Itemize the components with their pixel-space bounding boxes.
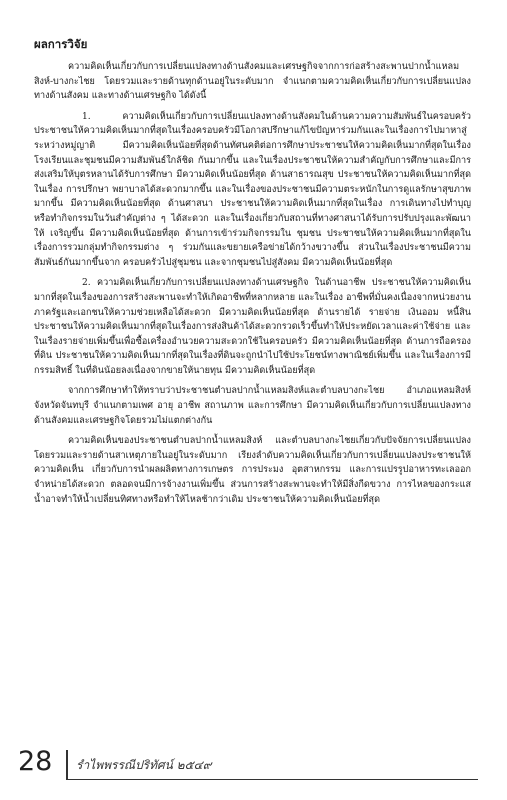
section-heading: ผลการวิจัย xyxy=(34,37,88,51)
footer-vertical-rule xyxy=(66,750,68,780)
page-footer xyxy=(18,744,478,780)
economic-change-paragraph: 2. ความคิดเห็นเกี่ยวกับการเปลี่ยนแปลงทางด้านเศรษฐกิจ ในด้านอาชีพ ประชาชนให้ความคิดเห็นมากที่สุดในเรื่องของการสร้างสะพานจะทำให้เกิดอาชีพที่หลากหลาย และในเรื่อง อาชีพที่มั่นคงเนื่องจากหน่วยงานภาครัฐและเอกชนให้ความช่วยเหลือได้สะดวก มีความคิดเห็นน้อยที่สุด ด้านรายได้ รายจ่าย เงินออม หนี้สิน ประชาชนให้ความคิดเห็นมากที่สุดในเรื่องการส่งสินค้าได้สะดวกรวดเร็วขึ้นทำให้ประหยัดเวลาและค่าใช้จ่าย และในเรื่องรายจ่ายเพิ่มขึ้นเพื่อซื้อเครื่องอำนวยความสะดวกใช้ในครอบครัว มีความคิดเห็นน้อยที่สุด ด้านการถือครองที่ดิน ประชาชนให้ความคิดเห็นมากที่สุดในเรื่องที่ดินจะถูกนำไปใช้ประโยชน์ทางพาณิชย์เพิ่มขึ้น และในเรื่องการมีกรรมสิทธิ์ ในที่ดินน้อยลงเนื่องจากขายให้นายทุน มีความคิดเห็นน้อยที่สุด xyxy=(34,278,471,376)
journal-title: รำไพพรรณีปริทัศน์ ๒๕๔๙ xyxy=(76,758,212,772)
footer-horizontal-rule xyxy=(66,779,478,780)
factors-paragraph: ความคิดเห็นของประชาชนตำบลปากน้ำแหลมสิงห์ และตำบลบางกะไชยเกี่ยวกับปัจจัยการเปลี่ยนแปลงโดยรวมและรายด้านสาเหตุภายในอยู่ในระดับมาก เรียงลำดับความคิดเห็นเกี่ยวกับการเปลี่ยนแปลงประชาชนให้ความคิดเห็น เกี่ยวกับการนำผลผลิตทางการเกษตร การประมง อุตสาหกรรม และการแปรรูปอาหารทะเลออกจำหน่ายได้สะดวก ตลอดจนมีการจ้างงานเพิ่มขึ้น ส่วนการสร้างสะพานจะทำให้มีสิ่งกีดขวาง การไหลของกระแสน้ำอาจทำให้น้ำเปลี่ยนทิศทางหรือทำให้ไหลช้ากว่าเดิม ประชาชนให้ความคิดเห็นน้อยที่สุด xyxy=(34,436,471,505)
intro-paragraph: ความคิดเห็นเกี่ยวกับการเปลี่ยนแปลงทางด้านสังคมและเศรษฐกิจจากการก่อสร้างสะพานปากน้ำแหลมสิงห์-บางกะไชย โดยรวมและรายด้านทุกด้านอยู่ในระดับมาก จำแนกตามความคิดเห็นเกี่ยวกับการเปลี่ยนแปลงทางด้านสังคม และทางด้านเศรษฐกิจ ได้ดังนี้ xyxy=(34,62,471,102)
article-body xyxy=(34,36,471,513)
demographic-paragraph: จากการศึกษาทำให้ทราบว่าประชาชนตำบลปากน้ำแหลมสิงห์และตำบลบางกะไชย อำเภอแหลมสิงห์ จังหวัดจันทบุรี จำแนกตามเพศ อายุ อาชีพ สถานภาพ และการศึกษา มีความคิดเห็นเกี่ยวกับการเปลี่ยนแปลงทางด้านสังคมและเศรษฐกิจโดยรวมไม่แตกต่างกัน xyxy=(34,386,471,426)
page-number: 28 xyxy=(18,746,53,777)
social-change-paragraph: 1. ความคิดเห็นเกี่ยวกับการเปลี่ยนแปลงทางด้านสังคมในด้านความความสัมพันธ์ในครอบครัวประชาชนให้ความคิดเห็นมากที่สุดในเรื่องครอบครัวมีโอกาสปรึกษาแก้ไขปัญหาร่วมกันและในเรื่องการไปมาหาสู่ระหว่างหมู่ญาติ มีความคิดเห็นน้อยที่สุดด้านทัศนคติต่อการศึกษาประชาชนให้ความคิดเห็นมากที่สุดในเรื่องโรงเรียนและชุมชนมีความสัมพันธ์ใกล้ชิด กันมากขึ้น และในเรื่องประชาชนให้ความสำคัญกับการศึกษาและมีการส่งเสริมให้บุตรหลานได้รับการศึกษา มีความคิดเห็นน้อยที่สุด ด้านสาธารณสุข ประชาชนให้ความคิดเห็นมากที่สุดในเรื่อง การปรึกษา พยาบาลได้สะดวกมากขึ้น และในเรื่องของประชาชนมีความตระหนักในการดูแลรักษาสุขภาพมากขึ้น มีความคิดเห็นน้อยที่สุด ด้านศาสนา ประชาชนให้ความคิดเห็นมากที่สุดในเรื่อง การเดินทางไปทำบุญ หรือทำกิจกรรมในวันสำคัญต่าง ๆ ได้สะดวก และในเรื่องเกี่ยวกับสถานที่ทางศาสนาได้รับการปรับปรุงและพัฒนาให้ เจริญขึ้น มีความคิดเห็นน้อยที่สุด ด้านการเข้าร่วมกิจกรรมใน ชุมชน ประชาชนให้ความคิดเห็นมากที่สุดในเรื่องการรวมกลุ่มทำกิจกรรมต่าง ๆ ร่วมกันและขยายเครือข่ายได้กว้างขวางขึ้น ส่วนในเรื่องประชาชนมีความสัมพันธ์กันมากขึ้นจาก ครอบครัวไปสู่ชุมชน และจากชุมชนไปสู่สังคม มีความคิดเห็นน้อยที่สุด xyxy=(34,111,471,268)
